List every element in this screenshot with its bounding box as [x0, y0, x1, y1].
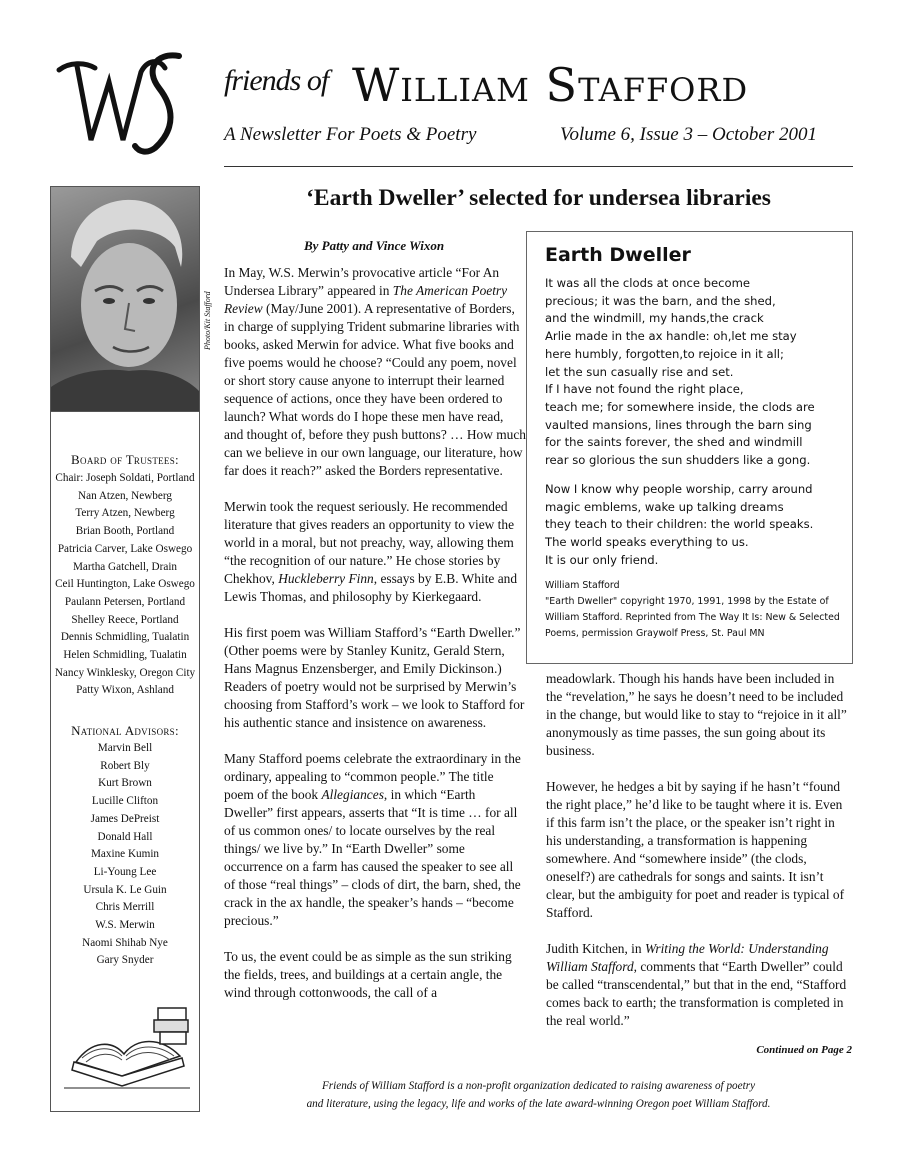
sidebar-name: Marvin Bell [97, 742, 153, 754]
sidebar-name: Dennis Schmidling, Tualatin [60, 631, 190, 644]
paragraph-2: Merwin took the request seriously. He recommended literature that gives readers an opportunity to view the world in a moral, but not preachy, way, allowing them “the recognition of our nature.” He chose stories by Chekhov, Huckleberry Finn, essays by E.B. White and Lewis Thomas, and philosophy by Kierkegaard. [224, 499, 518, 604]
paragraph-1: In May, W.S. Merwin’s provocative article “For An Undersea Library” appeared in The American Poetry Review (May/June 2001). A representative of Borders, in charge of supplying Trident submarine libraries with books, asked Merwin for advice. What five books and five poems would he choose? “Could any poem, novel or short story cause anyone to interrupt their learned sequence of actions, once they have been ordered to launch? What words do I hope these men have read, and thought of, before they push buttons? … How much can we believe in our own language, our literature, how far does it reach?” asked the Borders representative. [224, 265, 526, 478]
header-divider [224, 166, 853, 167]
volume-issue: Volume 6, Issue 3 – October 2001 [560, 124, 817, 145]
advisors-list [51, 740, 199, 970]
sidebar-name: Helen Schmidling, Tualatin [63, 649, 187, 662]
article-headline: ‘Earth Dweller’ selected for undersea libraries [306, 185, 771, 211]
footer-line-1: Friends of William Stafford is a non-profit organization dedicated to raising awareness of poetry [321, 1080, 756, 1092]
board-list [51, 470, 199, 700]
sidebar-name: James DePreist [90, 812, 160, 825]
poem-title: Earth Dweller [545, 244, 691, 266]
sidebar-name: Nancy Winklesky, Oregon City [54, 666, 196, 679]
sidebar-name: Shelley Reece, Portland [71, 613, 179, 626]
sidebar-name: Li-Young Lee [93, 865, 157, 878]
paragraph-5: To us, the event could be as simple as the sun striking the fields, trees, and buildings at a certain angle, the wind through cottonwoods, the call of a [224, 949, 512, 1000]
sidebar-name: Patty Wixon, Ashland [76, 684, 174, 697]
footer-note [224, 1077, 853, 1113]
paragraph-6: meadowlark. Though his hands have been included in the “revelation,” he says he doesn’t need to be included in the change, but would like to stay to “rejoice in it all” anonymously as time passes, the sun going about its business. [546, 671, 847, 758]
paragraph-8: Judith Kitchen, in Writing the World: Understanding William Stafford, comments that “Earth Dweller” could be called “transcendental,” but that in the end, “Stafford comes back to earth; the transformation is completed in the real world.” [546, 941, 847, 1028]
advisors-heading: National Advisors: [71, 723, 179, 738]
sidebar-name: Chris Merrill [95, 901, 155, 914]
sidebar-name: Chair: Joseph Soldati, Portland [55, 472, 195, 484]
newsletter-subtitle: A Newsletter For Poets & Poetry [224, 124, 477, 145]
article-column-left [224, 264, 526, 1020]
author-photo [51, 187, 199, 412]
sidebar-name: Terry Atzen, Newberg [75, 507, 175, 520]
sidebar-name: Donald Hall [97, 830, 153, 843]
paragraph-4: Many Stafford poems celebrate the extraordinary in the ordinary, appealing to “common people.” The title poem of the book Allegiances, in which “Earth Dweller” first appears, asserts that “It is time … for all of us common ones/ to locate ourselves by the real things/ we live by.” In “Earth Dweller” some occurrence on a farm has caused the speaker to see all of those “real things” – clods of dirt, the barn, shed, the crack in the ax handle, the speaker’s hands – “become precious.” [224, 751, 521, 928]
continued-link[interactable]: Continued on Page 2 [756, 1044, 852, 1056]
paragraph-7: However, he hedges a bit by saying if he hasn’t “found the right place,” he’d like to be taught where it is. Even if this farm isn’t the place, or the speaker isn’t right in his understanding, a transformation is happening somewhere. And “somewhere inside” (the clods, oneself?) are cathedrals for songs and saints. It isn’t clear, but the ambiguity for poet and reader is typical of Stafford. [546, 779, 845, 920]
photo-credit: Photo/Kit Stafford [203, 291, 212, 350]
friends-of-label: friends of [224, 64, 329, 97]
sidebar-name: Patricia Carver, Lake Oswego [57, 542, 193, 555]
sidebar-name: Gary Snyder [96, 954, 154, 967]
sidebar-name: Paulann Petersen, Portland [64, 595, 186, 608]
poem-copyright: "Earth Dweller" copyright 1970, 1991, 1998 by the Estate of William Stafford. Reprinted from The Way It Is: New & Selected Poems, permission Graywolf Press, St. Paul MN [545, 596, 840, 639]
sidebar-name: Robert Bly [100, 759, 150, 772]
sidebar-name: Maxine Kumin [90, 848, 160, 861]
poem-box [526, 231, 853, 664]
sidebar-name: Martha Gatchell, Drain [72, 560, 178, 573]
board-heading: Board of Trustees: [71, 452, 179, 467]
masthead-title: William Stafford [352, 58, 749, 112]
article-column-right [546, 670, 853, 1048]
sidebar-name: W.S. Merwin [95, 919, 155, 932]
sidebar-name: Naomi Shihab Nye [82, 936, 168, 949]
poem-stanza-1: It was all the clods at once become precious; it was the barn, and the shed, and the windmill, my hands,the crack Arlie made in the ax handle: oh,let me stay here humbly, forgotten,to rejoice in it all; let the sun casually rise and set. If I have not found the right place, teach me; for somewhere inside, the clods are vaulted mansions, lines through the barn sing for the saints forever, the shed and windmill rear so glorious the sun shudders like a gong. [545, 276, 815, 468]
sidebar-name: Brian Booth, Portland [75, 525, 175, 538]
books-illustration [62, 1000, 192, 1092]
poem-author: William Stafford [545, 580, 620, 591]
article-byline: By Patty and Vince Wixon [303, 238, 445, 253]
poem-stanza-2: Now I know why people worship, carry around magic emblems, wake up talking dreams they teach to their children: the world speaks. The world speaks everything to us. It is our only friend. [545, 482, 814, 567]
sidebar-name: Lucille Clifton [91, 795, 159, 808]
sidebar-name: Ceil Huntington, Lake Oswego [55, 578, 195, 591]
paragraph-3: His first poem was William Stafford’s “Earth Dweller.” (Other poems were by Stanley Kunitz, Gerald Stern, Hans Magnus Enzensberger, and Emily Dickinson.) Readers of poetry would not be surprised by Merwin’s choosing from Stafford’s work – we look to Stafford for his authentic stance and insistence on awareness. [224, 625, 525, 730]
sidebar-name: Kurt Brown [98, 777, 152, 790]
ws-monogram-logo [55, 48, 195, 158]
sidebar-name: Nan Atzen, Newberg [78, 489, 172, 502]
poem-credit [545, 578, 850, 642]
footer-line-2: and literature, using the legacy, life and works of the late award-winning Oregon poet William Stafford. [306, 1098, 771, 1110]
sidebar-name: Ursula K. Le Guin [83, 883, 167, 896]
